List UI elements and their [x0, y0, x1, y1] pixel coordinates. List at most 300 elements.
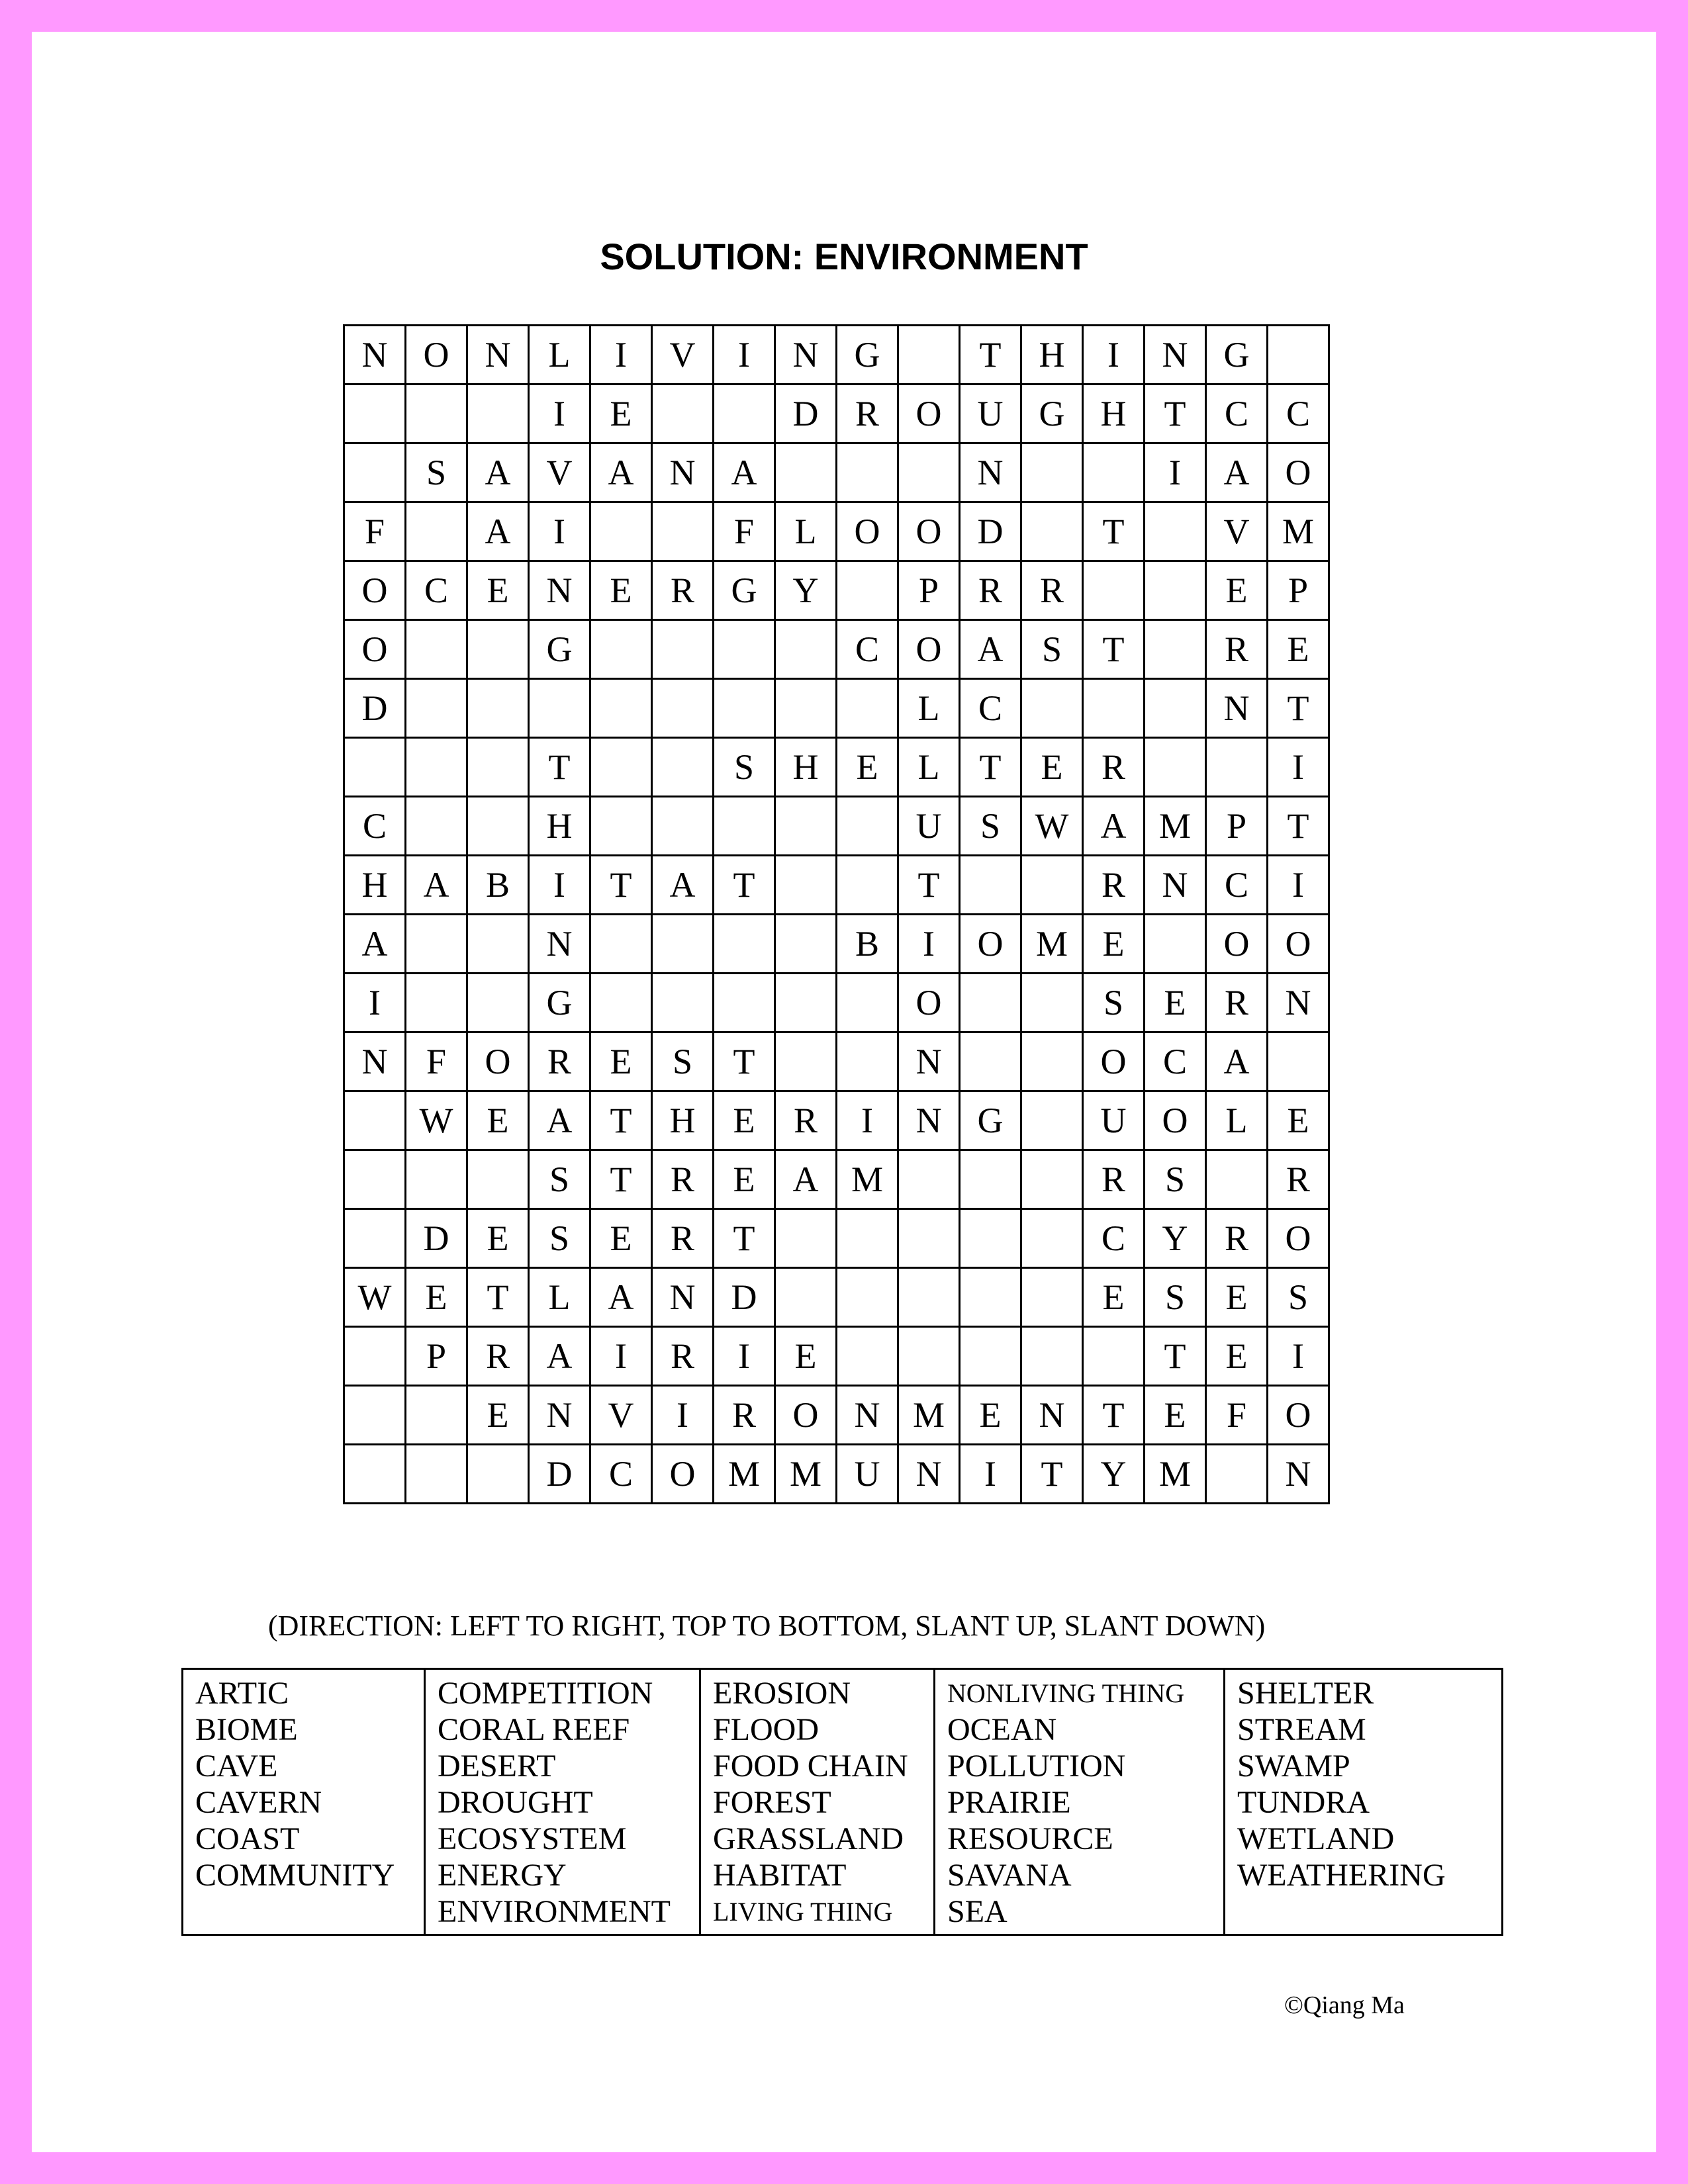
grid-cell: [1083, 561, 1145, 620]
grid-cell: [775, 856, 837, 915]
grid-cell: R: [652, 561, 714, 620]
grid-cell: N: [1268, 1445, 1329, 1504]
grid-cell: [344, 443, 406, 502]
grid-cell: S: [1268, 1268, 1329, 1327]
grid-cell: L: [1206, 1091, 1268, 1150]
grid-row: [344, 326, 1329, 385]
word-bank-word: ECOSYSTEM: [438, 1821, 627, 1856]
grid-cell: T: [529, 738, 590, 797]
grid-cell: V: [1206, 502, 1268, 561]
grid-cell: W: [344, 1268, 406, 1327]
word-bank-word: FOREST: [713, 1785, 831, 1820]
word-bank-word: OCEAN: [947, 1712, 1057, 1747]
grid-cell: M: [1145, 797, 1206, 856]
grid-cell: A: [467, 443, 529, 502]
grid-cell: H: [344, 856, 406, 915]
grid-cell: [837, 856, 898, 915]
grid-cell: I: [1268, 1327, 1329, 1386]
grid-row: [344, 385, 1329, 443]
grid-cell: E: [1268, 620, 1329, 679]
grid-cell: S: [1021, 620, 1083, 679]
grid-cell: I: [590, 1327, 652, 1386]
grid-cell: A: [652, 856, 714, 915]
grid-cell: [837, 974, 898, 1032]
grid-cell: [775, 620, 837, 679]
grid-cell: [590, 502, 652, 561]
grid-cell: S: [1145, 1268, 1206, 1327]
grid-cell: R: [775, 1091, 837, 1150]
grid-cell: A: [960, 620, 1021, 679]
grid-cell: [590, 915, 652, 974]
grid-cell: M: [714, 1445, 775, 1504]
grid-cell: E: [775, 1327, 837, 1386]
grid-cell: [652, 502, 714, 561]
word-bank-column: [1225, 1669, 1503, 1935]
grid-cell: [837, 1268, 898, 1327]
grid-cell: C: [590, 1445, 652, 1504]
grid-cell: M: [775, 1445, 837, 1504]
grid-cell: S: [529, 1150, 590, 1209]
grid-cell: T: [590, 1150, 652, 1209]
word-bank-column: [935, 1669, 1225, 1935]
grid-cell: A: [1083, 797, 1145, 856]
grid-cell: [1021, 1327, 1083, 1386]
grid-cell: [960, 1032, 1021, 1091]
grid-cell: H: [775, 738, 837, 797]
grid-cell: [775, 797, 837, 856]
grid-cell: [898, 1327, 960, 1386]
grid-cell: O: [1145, 1091, 1206, 1150]
grid-cell: C: [1206, 856, 1268, 915]
grid-cell: [344, 1327, 406, 1386]
grid-cell: [590, 738, 652, 797]
grid-cell: L: [898, 679, 960, 738]
grid-cell: D: [714, 1268, 775, 1327]
grid-cell: M: [898, 1386, 960, 1445]
grid-cell: T: [467, 1268, 529, 1327]
grid-cell: C: [1145, 1032, 1206, 1091]
grid-cell: E: [590, 385, 652, 443]
grid-cell: [775, 1268, 837, 1327]
grid-cell: U: [1083, 1091, 1145, 1150]
grid-cell: [714, 974, 775, 1032]
grid-cell: [406, 1150, 467, 1209]
grid-cell: [467, 620, 529, 679]
grid-cell: [1021, 502, 1083, 561]
grid-cell: [1268, 1032, 1329, 1091]
grid-cell: R: [714, 1386, 775, 1445]
grid-cell: I: [714, 1327, 775, 1386]
grid-cell: L: [898, 738, 960, 797]
grid-cell: [1145, 561, 1206, 620]
grid-cell: [1145, 620, 1206, 679]
grid-cell: E: [590, 1032, 652, 1091]
grid-cell: [652, 620, 714, 679]
word-bank-word: WETLAND: [1237, 1821, 1395, 1856]
grid-cell: L: [529, 1268, 590, 1327]
grid-cell: R: [960, 561, 1021, 620]
grid-cell: [960, 1209, 1021, 1268]
grid-cell: [467, 1150, 529, 1209]
grid-cell: I: [1083, 326, 1145, 385]
grid-cell: R: [1206, 1209, 1268, 1268]
grid-cell: O: [1206, 915, 1268, 974]
grid-cell: O: [960, 915, 1021, 974]
grid-cell: O: [898, 620, 960, 679]
grid-cell: U: [837, 1445, 898, 1504]
word-bank-word: CAVERN: [195, 1785, 322, 1820]
grid-cell: [344, 1091, 406, 1150]
grid-cell: [406, 974, 467, 1032]
grid-cell: V: [529, 443, 590, 502]
grid-cell: O: [406, 326, 467, 385]
grid-cell: N: [1206, 679, 1268, 738]
grid-row: [344, 620, 1329, 679]
grid-cell: [960, 1327, 1021, 1386]
grid-cell: I: [1145, 443, 1206, 502]
grid-cell: S: [1083, 974, 1145, 1032]
grid-row: [344, 974, 1329, 1032]
grid-cell: O: [344, 620, 406, 679]
grid-cell: [467, 974, 529, 1032]
grid-cell: S: [529, 1209, 590, 1268]
grid-cell: L: [529, 326, 590, 385]
grid-cell: [590, 974, 652, 1032]
grid-cell: E: [1206, 1327, 1268, 1386]
grid-cell: D: [344, 679, 406, 738]
word-bank-word: ENERGY: [438, 1858, 567, 1893]
page-title: SOLUTION: ENVIRONMENT: [600, 236, 1088, 277]
grid-cell: I: [652, 1386, 714, 1445]
grid-cell: T: [960, 326, 1021, 385]
grid-cell: O: [1268, 915, 1329, 974]
word-bank-word: SHELTER: [1237, 1676, 1374, 1711]
grid-cell: O: [837, 502, 898, 561]
word-bank-word: SAVANA: [947, 1858, 1072, 1893]
grid-cell: N: [652, 443, 714, 502]
grid-cell: I: [590, 326, 652, 385]
grid-cell: N: [960, 443, 1021, 502]
grid-cell: T: [1268, 797, 1329, 856]
grid-cell: F: [714, 502, 775, 561]
grid-cell: G: [1021, 385, 1083, 443]
grid-cell: M: [1021, 915, 1083, 974]
grid-cell: M: [1268, 502, 1329, 561]
word-bank-word: PRAIRIE: [947, 1785, 1071, 1820]
grid-row: [344, 738, 1329, 797]
grid-cell: [1021, 679, 1083, 738]
grid-cell: P: [1206, 797, 1268, 856]
grid-cell: L: [775, 502, 837, 561]
grid-cell: H: [529, 797, 590, 856]
grid-cell: W: [406, 1091, 467, 1150]
grid-cell: R: [467, 1327, 529, 1386]
grid-cell: G: [960, 1091, 1021, 1150]
grid-cell: E: [590, 561, 652, 620]
grid-cell: [837, 443, 898, 502]
grid-cell: S: [960, 797, 1021, 856]
grid-cell: [1021, 1032, 1083, 1091]
grid-cell: T: [1145, 385, 1206, 443]
grid-cell: G: [529, 974, 590, 1032]
word-bank-word: TUNDRA: [1237, 1785, 1370, 1820]
word-bank-word: RESOURCE: [947, 1821, 1113, 1856]
grid-cell: O: [898, 502, 960, 561]
grid-cell: F: [344, 502, 406, 561]
grid-cell: N: [1268, 974, 1329, 1032]
grid-cell: E: [1268, 1091, 1329, 1150]
grid-cell: O: [1268, 1386, 1329, 1445]
grid-cell: [1021, 974, 1083, 1032]
grid-cell: A: [714, 443, 775, 502]
grid-cell: [898, 1268, 960, 1327]
grid-cell: S: [406, 443, 467, 502]
grid-cell: [406, 502, 467, 561]
grid-cell: O: [898, 974, 960, 1032]
grid-cell: [960, 1268, 1021, 1327]
grid-cell: [652, 797, 714, 856]
grid-cell: [1083, 679, 1145, 738]
grid-cell: [1145, 738, 1206, 797]
grid-cell: P: [898, 561, 960, 620]
grid-cell: A: [406, 856, 467, 915]
grid-cell: A: [590, 443, 652, 502]
grid-cell: E: [406, 1268, 467, 1327]
word-bank-word: CAVE: [195, 1749, 278, 1784]
grid-cell: E: [1083, 915, 1145, 974]
grid-cell: [406, 620, 467, 679]
grid-cell: [1206, 1445, 1268, 1504]
grid-cell: [714, 620, 775, 679]
grid-cell: [714, 679, 775, 738]
grid-cell: O: [775, 1386, 837, 1445]
grid-cell: N: [344, 326, 406, 385]
grid-cell: [1145, 915, 1206, 974]
word-bank-word: BIOME: [195, 1712, 298, 1747]
word-bank-word: LIVING THING: [713, 1897, 893, 1927]
grid-cell: G: [714, 561, 775, 620]
grid-cell: D: [775, 385, 837, 443]
grid-cell: E: [467, 1209, 529, 1268]
grid-cell: [1021, 1268, 1083, 1327]
grid-cell: R: [652, 1209, 714, 1268]
grid-cell: A: [529, 1091, 590, 1150]
word-bank-word: COMMUNITY: [195, 1858, 395, 1893]
grid-cell: [406, 1445, 467, 1504]
grid-cell: E: [1206, 561, 1268, 620]
grid-cell: [344, 1386, 406, 1445]
grid-row: [344, 797, 1329, 856]
grid-cell: [406, 679, 467, 738]
grid-cell: E: [1145, 1386, 1206, 1445]
grid-cell: T: [590, 1091, 652, 1150]
grid-cell: E: [1145, 974, 1206, 1032]
grid-cell: [652, 974, 714, 1032]
grid-cell: E: [1206, 1268, 1268, 1327]
grid-cell: S: [714, 738, 775, 797]
grid-cell: A: [344, 915, 406, 974]
grid-cell: N: [529, 1386, 590, 1445]
grid-cell: H: [652, 1091, 714, 1150]
grid-cell: [467, 1445, 529, 1504]
grid-cell: [590, 679, 652, 738]
grid-cell: H: [1083, 385, 1145, 443]
grid-cell: F: [406, 1032, 467, 1091]
grid-cell: N: [898, 1091, 960, 1150]
grid-cell: Y: [1083, 1445, 1145, 1504]
grid-cell: [406, 385, 467, 443]
grid-cell: [652, 915, 714, 974]
grid-cell: N: [652, 1268, 714, 1327]
grid-cell: E: [1021, 738, 1083, 797]
grid-cell: [898, 1209, 960, 1268]
grid-row: [344, 1327, 1329, 1386]
grid-cell: [344, 385, 406, 443]
grid-cell: T: [1083, 1386, 1145, 1445]
grid-cell: C: [837, 620, 898, 679]
grid-cell: Y: [775, 561, 837, 620]
grid-cell: [1206, 738, 1268, 797]
grid-cell: G: [529, 620, 590, 679]
grid-cell: E: [960, 1386, 1021, 1445]
grid-cell: T: [590, 856, 652, 915]
grid-cell: [1206, 1150, 1268, 1209]
grid-cell: T: [714, 1032, 775, 1091]
grid-cell: N: [1145, 326, 1206, 385]
grid-cell: H: [1021, 326, 1083, 385]
grid-cell: I: [1268, 738, 1329, 797]
grid-cell: O: [1268, 1209, 1329, 1268]
grid-row: [344, 1268, 1329, 1327]
grid-cell: I: [837, 1091, 898, 1150]
grid-cell: U: [898, 797, 960, 856]
grid-row: [344, 561, 1329, 620]
grid-cell: I: [960, 1445, 1021, 1504]
word-bank-word: NONLIVING THING: [947, 1678, 1185, 1708]
grid-cell: C: [1083, 1209, 1145, 1268]
grid-cell: [467, 797, 529, 856]
grid-cell: C: [1206, 385, 1268, 443]
grid-cell: P: [1268, 561, 1329, 620]
grid-cell: T: [898, 856, 960, 915]
grid-cell: I: [344, 974, 406, 1032]
grid-cell: A: [1206, 1032, 1268, 1091]
grid-cell: V: [590, 1386, 652, 1445]
grid-cell: [1268, 326, 1329, 385]
grid-cell: A: [590, 1268, 652, 1327]
grid-cell: [652, 679, 714, 738]
grid-cell: [467, 738, 529, 797]
grid-cell: [775, 915, 837, 974]
word-bank-word: COAST: [195, 1821, 300, 1856]
grid-row: [344, 1209, 1329, 1268]
word-bank-word: DESERT: [438, 1749, 556, 1784]
word-bank-word: ENVIRONMENT: [438, 1894, 671, 1929]
grid-row: [344, 1445, 1329, 1504]
grid-cell: D: [960, 502, 1021, 561]
direction-note: (DIRECTION: LEFT TO RIGHT, TOP TO BOTTOM, SLANT UP, SLANT DOWN): [268, 1610, 1266, 1642]
grid-cell: [1083, 1327, 1145, 1386]
grid-cell: R: [1268, 1150, 1329, 1209]
grid-cell: R: [1083, 856, 1145, 915]
grid-row: [344, 1150, 1329, 1209]
grid-cell: D: [529, 1445, 590, 1504]
grid-cell: R: [1083, 1150, 1145, 1209]
grid-cell: [467, 915, 529, 974]
word-bank: [181, 1668, 1503, 1936]
grid-cell: A: [467, 502, 529, 561]
grid-cell: R: [837, 385, 898, 443]
word-bank-word: SEA: [947, 1894, 1008, 1929]
grid-cell: I: [1268, 856, 1329, 915]
grid-cell: [467, 679, 529, 738]
grid-row: [344, 502, 1329, 561]
grid-cell: F: [1206, 1386, 1268, 1445]
grid-cell: R: [652, 1327, 714, 1386]
grid-row: [344, 1091, 1329, 1150]
grid-cell: [837, 1327, 898, 1386]
grid-cell: N: [837, 1386, 898, 1445]
grid-cell: N: [467, 326, 529, 385]
grid-cell: E: [714, 1150, 775, 1209]
grid-cell: T: [714, 1209, 775, 1268]
grid-cell: R: [1206, 620, 1268, 679]
grid-cell: N: [1021, 1386, 1083, 1445]
grid-cell: [1145, 502, 1206, 561]
grid-cell: [775, 1209, 837, 1268]
grid-cell: E: [467, 561, 529, 620]
grid-cell: T: [714, 856, 775, 915]
grid-cell: [775, 1032, 837, 1091]
grid-cell: [898, 1150, 960, 1209]
grid-cell: [775, 974, 837, 1032]
grid-cell: G: [837, 326, 898, 385]
grid-cell: [344, 1209, 406, 1268]
grid-cell: I: [898, 915, 960, 974]
copyright-notice: ©Qiang Ma: [1284, 1991, 1405, 2019]
grid-cell: [1021, 1091, 1083, 1150]
grid-cell: [1145, 679, 1206, 738]
grid-cell: Y: [1145, 1209, 1206, 1268]
grid-cell: [960, 974, 1021, 1032]
puzzle-grid: [343, 324, 1330, 1504]
grid-cell: [837, 797, 898, 856]
grid-cell: [837, 1209, 898, 1268]
grid-cell: M: [837, 1150, 898, 1209]
grid-cell: [344, 738, 406, 797]
grid-cell: E: [714, 1091, 775, 1150]
grid-cell: [590, 620, 652, 679]
grid-cell: [898, 443, 960, 502]
grid-cell: [775, 679, 837, 738]
grid-cell: B: [837, 915, 898, 974]
grid-cell: [837, 679, 898, 738]
grid-cell: [1083, 443, 1145, 502]
grid-cell: [1021, 443, 1083, 502]
word-bank-word: POLLUTION: [947, 1749, 1126, 1784]
grid-cell: N: [1145, 856, 1206, 915]
grid-cell: [652, 385, 714, 443]
grid-cell: C: [344, 797, 406, 856]
grid-cell: T: [1083, 620, 1145, 679]
grid-cell: I: [529, 385, 590, 443]
grid-cell: E: [1083, 1268, 1145, 1327]
word-bank-word: COMPETITION: [438, 1676, 653, 1711]
grid-cell: [406, 1386, 467, 1445]
grid-cell: [529, 679, 590, 738]
grid-cell: C: [406, 561, 467, 620]
grid-cell: T: [1083, 502, 1145, 561]
